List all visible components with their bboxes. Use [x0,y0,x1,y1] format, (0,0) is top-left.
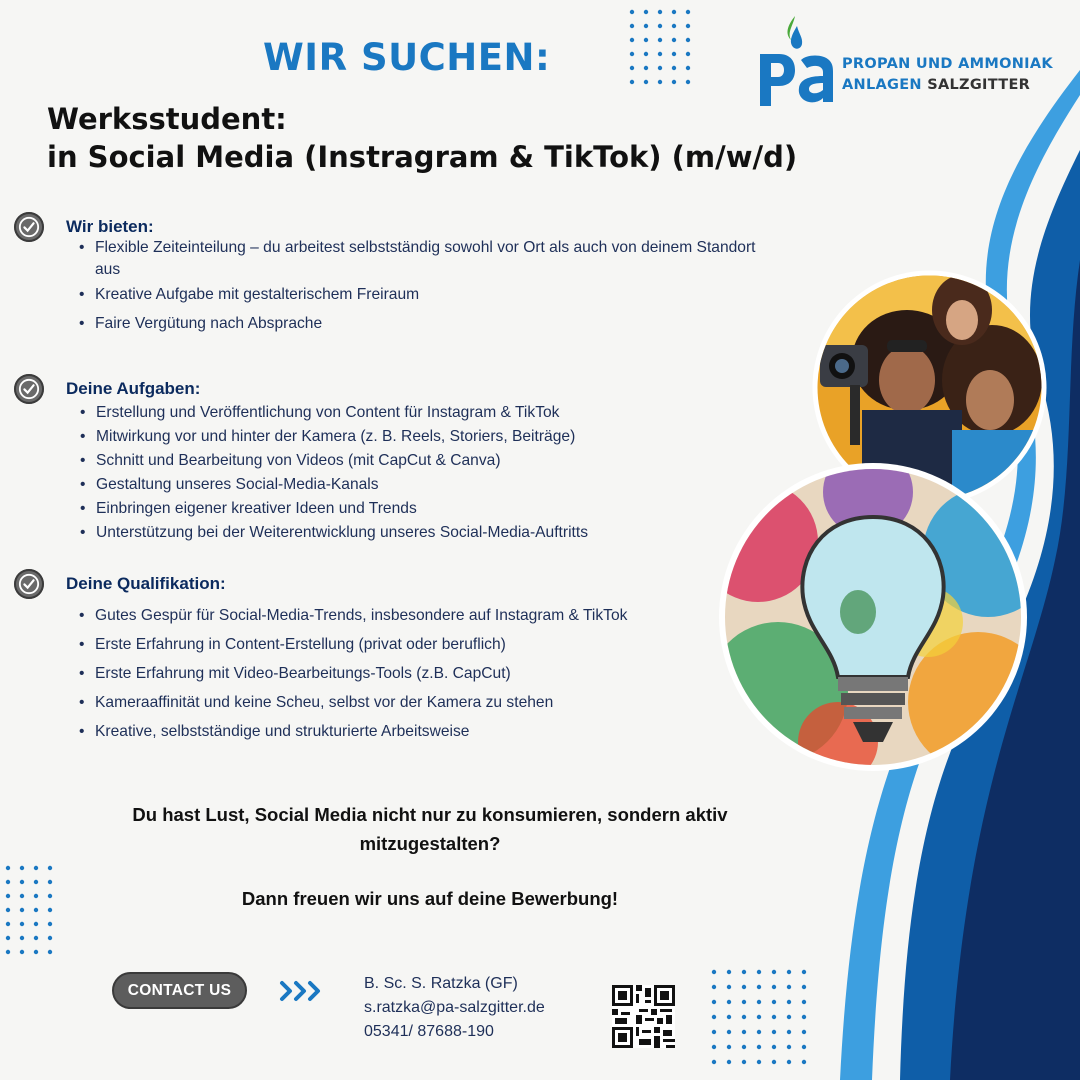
droplet-icon [791,26,802,49]
dot-grid-bottom-right [712,970,806,1064]
closing-question: Du hast Lust, Social Media nicht nur zu konsumieren, sondern aktiv mitzugestalten? [132,804,728,854]
lightbulb-art-image [718,462,1028,772]
dot-grid-top [630,10,690,84]
section-header [14,374,774,404]
section-tasks [14,374,774,545]
list-item: • Erstellung und Veröffentlichung von Content für Instagram & TikTok [96,401,774,425]
section-title: Deine Aufgaben: [66,379,201,398]
list-item: • Erste Erfahrung in Content-Erstellung (privat oder beruflich) [95,630,774,659]
list-item: • Gutes Gespür für Social-Media-Trends, insbesondere auf Instagram & TikTok [95,601,774,630]
section-benefits [14,212,774,335]
list-item: • Unterstützung bei der Weiterentwicklung unseres Social-Media-Auftritts [96,521,774,545]
checkmark-icon [14,212,44,242]
benefits-list [14,237,774,335]
list-item: • Flexible Zeiteinteilung – du arbeitest selbstständig sowohl vor Ort als auch von deinem Standort aus [95,237,774,281]
contact-us-button[interactable]: CONTACT US [112,972,247,1009]
list-item: • Kreative Aufgabe mit gestalterischem Freiraum [95,284,774,306]
company-name-salzgitter: SALZGITTER [927,77,1031,93]
contact-name: B. Sc. S. Ratzka (GF) [364,975,518,992]
dot-grid-bottom-left [6,866,52,954]
qr-code-icon[interactable] [612,985,675,1048]
section-title: Deine Qualifikation: [66,574,226,593]
job-title-line-1: Werksstudent: [47,102,287,136]
checkmark-icon [14,374,44,404]
contact-phone[interactable]: 05341/ 87688-190 [364,1023,494,1040]
company-name-line-2 [842,75,1053,96]
triple-chevron-right-icon [279,977,325,1005]
contact-email[interactable]: s.ratzka@pa-salzgitter.de [364,999,545,1016]
list-item: • Faire Vergütung nach Absprache [95,313,774,335]
section-header [14,569,774,599]
pa-letter-a [799,56,833,103]
company-name-line-1: PROPAN UND AMMONIAK [842,56,1053,72]
company-name [842,54,1053,96]
tasks-list [14,401,774,545]
list-item: • Schnitt und Bearbeitung von Videos (mit CapCut & Canva) [96,449,774,473]
section-qualifications [14,569,774,746]
list-item: • Erste Erfahrung mit Video-Bearbeitungs-Tools (z.B. CapCut) [95,659,774,688]
job-title-line-2: in Social Media (Instragram & TikTok) (m/w/d) [47,140,798,174]
company-name-anlagen: ANLAGEN [842,77,928,93]
list-item: • Mitwirkung vor und hinter der Kamera (z. B. Reels, Storiers, Beiträge) [96,425,774,449]
list-item: • Kreative, selbstständige und strukturierte Arbeitsweise [95,717,774,746]
checkmark-icon [14,569,44,599]
list-item: • Gestaltung unseres Social-Media-Kanals [96,473,774,497]
pa-letter-p [760,54,795,106]
section-title: Wir bieten: [66,217,154,236]
qualifications-list [14,601,774,746]
closing-call-to-action: Dann freuen wir uns auf deine Bewerbung! [241,888,619,909]
list-item: • Einbringen eigener kreativer Ideen und Trends [96,497,774,521]
job-title [47,100,797,176]
pa-logo-mark [757,10,837,110]
list-item: • Kameraaffinität und keine Scheu, selbst vor der Kamera zu stehen [95,688,774,717]
contact-info [364,972,545,1044]
page-heading: WIR SUCHEN: [263,36,551,79]
